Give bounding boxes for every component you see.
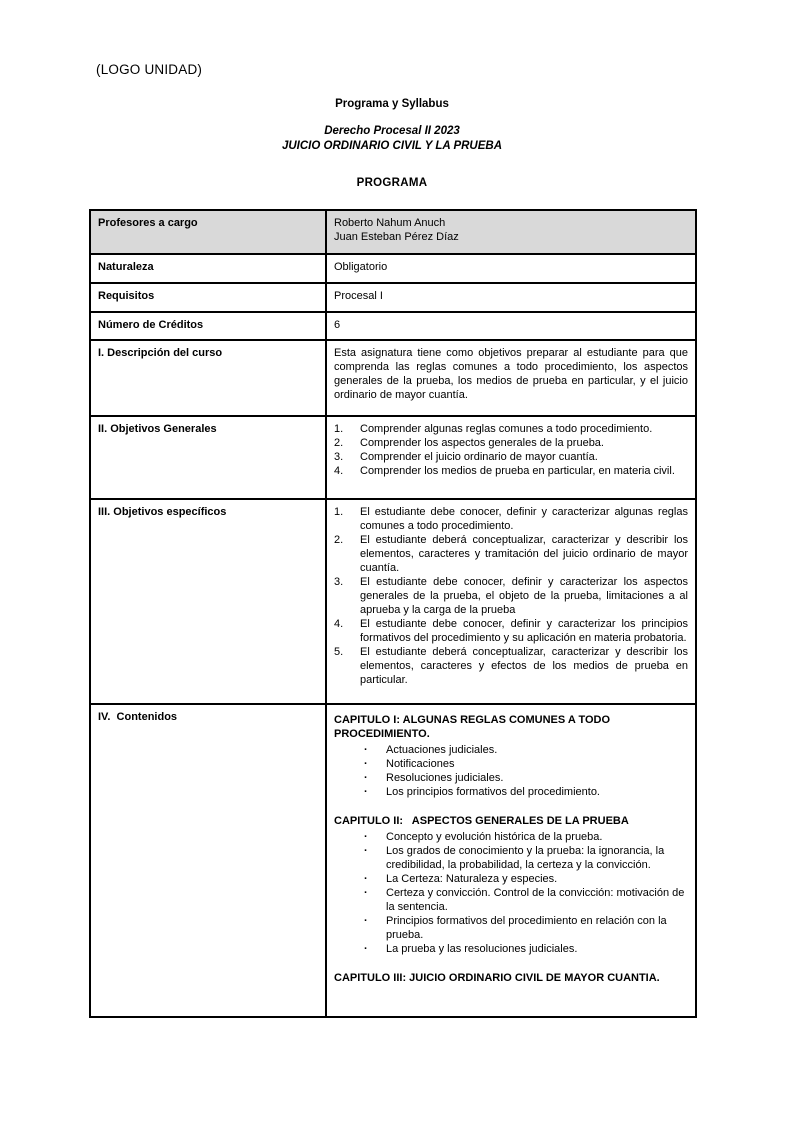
objective-item [334, 645, 688, 687]
bullet-marker: · [364, 845, 368, 857]
item-number: 1. [334, 506, 344, 518]
objective-item [334, 436, 688, 450]
doc-subtitle [89, 124, 695, 153]
objective-item [334, 450, 688, 464]
item-number: 1. [334, 423, 344, 435]
naturaleza-label: Naturaleza [90, 254, 326, 283]
bullet-text: Actuaciones judiciales. [386, 744, 498, 756]
professor-name: Roberto Nahum Anuch [334, 217, 446, 229]
profesores-label: Profesores a cargo [90, 210, 326, 254]
item-text: Comprender el juicio ordinario de mayor cuantía. [360, 451, 598, 463]
bullet-item [360, 942, 688, 956]
objetivos-generales-list [326, 416, 696, 499]
requisitos-label: Requisitos [90, 283, 326, 312]
bullet-text: Resoluciones judiciales. [386, 772, 504, 784]
chapter-bullets [334, 830, 688, 956]
table-row-descripcion [90, 340, 696, 416]
objective-item [334, 464, 688, 478]
bullet-text: La Certeza: Naturaleza y especies. [386, 873, 558, 885]
objective-item [334, 617, 688, 645]
chapter-2 [334, 814, 688, 956]
objetivos-generales-label: II. Objetivos Generales [90, 416, 326, 499]
table-row-objetivos-especificos [90, 499, 696, 704]
bullet-text: Concepto y evolución histórica de la prueba. [386, 831, 603, 843]
chapter-title: CAPITULO III: JUICIO ORDINARIO CIVIL DE MAYOR CUANTIA. [334, 972, 660, 984]
bullet-text: La prueba y las resoluciones judiciales. [386, 943, 578, 955]
naturaleza-value: Obligatorio [326, 254, 696, 283]
program-heading: PROGRAMA [356, 177, 428, 189]
bullet-marker: · [364, 887, 368, 899]
item-number: 4. [334, 618, 344, 630]
table-row-creditos [90, 312, 696, 340]
chapter-3 [334, 971, 688, 985]
item-text: El estudiante debe conocer, definir y caracterizar algunas reglas comunes a todo procedimiento. [360, 506, 688, 532]
bullet-marker: · [364, 873, 368, 885]
chapter-1 [334, 713, 688, 799]
bullet-text: Principios formativos del procedimiento en relación con la prueba. [386, 915, 667, 941]
item-number: 2. [334, 534, 344, 546]
table-row-requisitos [90, 283, 696, 312]
bullet-text: Los principios formativos del procedimiento. [386, 786, 600, 798]
item-text: El estudiante debe conocer, definir y caracterizar los aspectos generales de la prueba, el objeto de la prueba, limitaciones a al aprueba y la carga de la prueba [360, 576, 688, 616]
bullet-text: Notificaciones [386, 758, 455, 770]
objective-item [334, 505, 688, 533]
bullet-item [360, 872, 688, 886]
bullet-item [360, 844, 688, 872]
bullet-text: Certeza y convicción. Control de la convicción: motivación de la sentencia. [386, 887, 685, 913]
course-name: Derecho Procesal II 2023 [324, 125, 460, 137]
bullet-item [360, 757, 688, 771]
contenidos-content [326, 704, 696, 1017]
item-number: 3. [334, 576, 344, 588]
item-text: Comprender los medios de prueba en particular, en materia civil. [360, 465, 675, 477]
bullet-item [360, 830, 688, 844]
creditos-value: 6 [326, 312, 696, 340]
contenidos-label: IV. Contenidos [90, 704, 326, 1017]
bullet-marker: · [364, 744, 368, 756]
bullet-text: Los grados de conocimiento y la prueba: la ignorancia, la credibilidad, la probabilidad, la certeza y la convicción. [386, 845, 665, 871]
professor-name: Juan Esteban Pérez Díaz [334, 231, 459, 243]
bullet-item [360, 771, 688, 785]
bullet-marker: · [364, 915, 368, 927]
item-text: El estudiante deberá conceptualizar, caracterizar y describir los elementos, caracteres y tramitación del juicio ordinario de mayor cuantía. [360, 534, 688, 574]
bullet-marker: · [364, 786, 368, 798]
doc-title: Programa y Syllabus [335, 98, 449, 110]
item-number: 3. [334, 451, 344, 463]
profesores-value [326, 210, 696, 254]
objetivos-especificos-list [326, 499, 696, 704]
table-row-contenidos [90, 704, 696, 1017]
objective-item [334, 422, 688, 436]
item-number: 5. [334, 646, 344, 658]
objective-item [334, 575, 688, 617]
chapter-title: CAPITULO I: ALGUNAS REGLAS COMUNES A TODO PROCEDIMIENTO. [334, 714, 614, 740]
bullet-item [360, 743, 688, 757]
item-number: 2. [334, 437, 344, 449]
item-text: Comprender algunas reglas comunes a todo procedimiento. [360, 423, 653, 435]
bullet-marker: · [364, 772, 368, 784]
table-row-profesores [90, 210, 696, 254]
course-topic: JUICIO ORDINARIO CIVIL Y LA PRUEBA [281, 139, 503, 152]
descripcion-label: I. Descripción del curso [90, 340, 326, 416]
objetivos-especificos-label: III. Objetivos específicos [90, 499, 326, 704]
table-row-naturaleza [90, 254, 696, 283]
bullet-marker: · [364, 758, 368, 770]
descripcion-text: Esta asignatura tiene como objetivos preparar al estudiante para que comprenda las reglas comunes a todo procedimiento, los aspectos generales de la prueba, los medios de prueba en particular, y el juicio ordinario de mayor cuantía. [326, 340, 696, 416]
requisitos-value: Procesal I [326, 283, 696, 312]
syllabus-table [89, 209, 697, 1018]
bullet-marker: · [364, 831, 368, 843]
item-text: El estudiante debe conocer, definir y caracterizar los principios formativos del procedimiento y su aplicación en materia probatoria. [360, 618, 688, 644]
bullet-item [360, 785, 688, 799]
item-text: Comprender los aspectos generales de la prueba. [360, 437, 604, 449]
logo-placeholder: (LOGO UNIDAD) [96, 62, 203, 77]
item-text: El estudiante deberá conceptualizar, caracterizar y describir los elementos, caracteres y efectos de los medios de prueba en particular. [360, 646, 688, 686]
bullet-item [360, 914, 688, 942]
bullet-item [360, 886, 688, 914]
chapter-title: CAPITULO II: ASPECTOS GENERALES DE LA PRUEBA [334, 815, 629, 827]
table-row-objetivos-generales [90, 416, 696, 499]
item-number: 4. [334, 465, 344, 477]
bullet-marker: · [364, 943, 368, 955]
objective-item [334, 533, 688, 575]
creditos-label: Número de Créditos [90, 312, 326, 340]
chapter-bullets [334, 743, 688, 799]
